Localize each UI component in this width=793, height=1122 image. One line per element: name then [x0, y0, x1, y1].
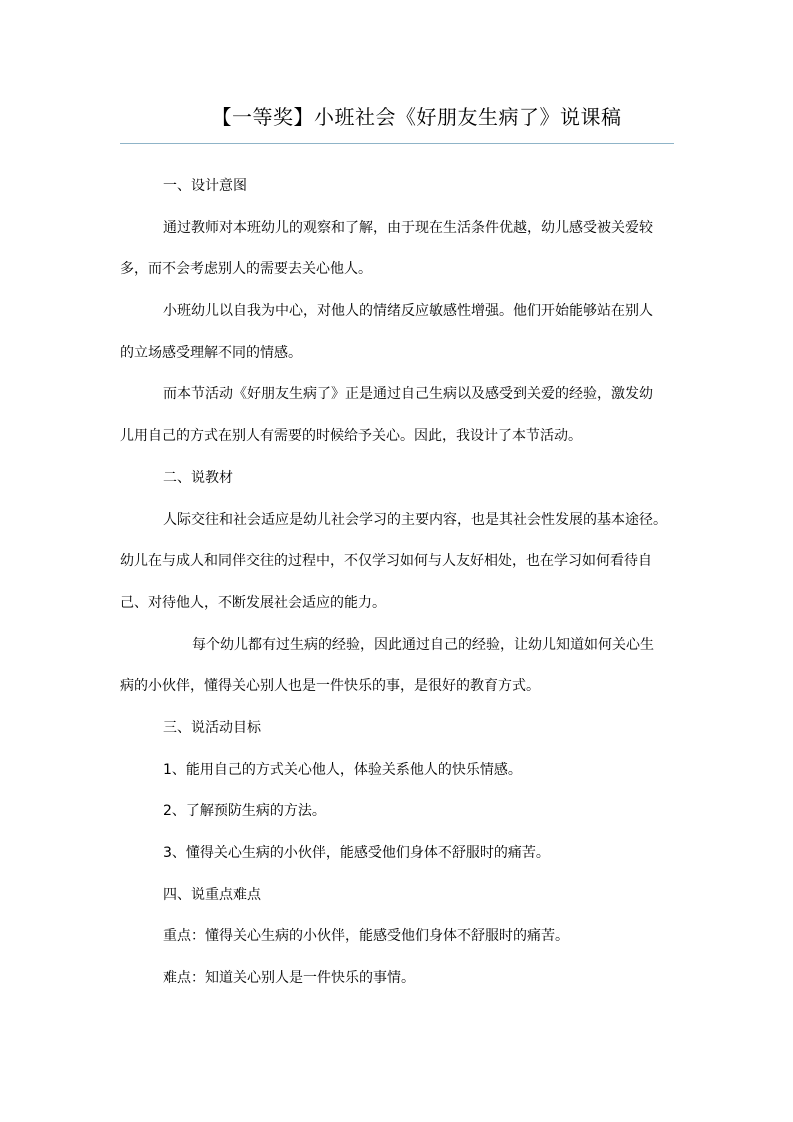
list-item: 3、懂得关心生病的小伙伴，能感受他们身体不舒服时的痛苦。 — [163, 845, 550, 861]
document-title — [0, 104, 793, 130]
section-heading-key-points: 四、说重点难点 — [163, 886, 261, 903]
list-item: 1、能用自己的方式关心他人，体验关系他人的快乐情感。 — [163, 761, 522, 778]
paragraph-line: 多，而不会考虑别人的需要去关心他人。 — [120, 261, 372, 278]
paragraph-line: 小班幼儿以自我为中心，对他人的情绪反应敏感性增强。他们开始能够站在别人 — [163, 303, 653, 320]
paragraph-line: 儿用自己的方式在别人有需要的时候给予关心。因此，我设计了本节活动。 — [120, 428, 582, 445]
paragraph-line: 幼儿在与成人和同伴交往的过程中，不仅学习如何与人友好相处，也在学习如何看待自 — [120, 553, 652, 570]
key-point-line: 重点：懂得关心生病的小伙伴，能感受他们身体不舒服时的痛苦。 — [163, 928, 569, 945]
paragraph-line: 的立场感受理解不同的情感。 — [120, 344, 302, 361]
section-heading-goals: 三、说活动目标 — [163, 719, 261, 736]
paragraph-line: 人际交往和社会适应是幼儿社会学习的主要内容，也是其社会性发展的基本途径。 — [163, 511, 667, 528]
document-body — [120, 172, 680, 1006]
paragraph-line: 己、对待他人，不断发展社会适应的能力。 — [120, 594, 386, 611]
section-heading-textbook: 二、说教材 — [163, 469, 233, 486]
difficulty-line: 难点：知道关心别人是一件快乐的事情。 — [163, 970, 415, 987]
paragraph-line: 通过教师对本班幼儿的观察和了解，由于现在生活条件优越，幼儿感受被关爱较 — [163, 219, 653, 236]
paragraph-line: 而本节活动《好朋友生病了》正是通过自己生病以及感受到关爱的经验，激发幼 — [163, 386, 653, 403]
document-title-text: 【一等奖】小班社会《好朋友生病了》说课稿 — [211, 105, 622, 129]
title-divider — [120, 143, 674, 144]
section-heading-design-intent: 一、设计意图 — [163, 178, 247, 194]
paragraph-line: 病的小伙伴，懂得关心别人也是一件快乐的事，是很好的教育方式。 — [120, 678, 540, 695]
list-item: 2、了解预防生病的方法。 — [163, 803, 326, 820]
paragraph-line: 每个幼儿都有过生病的经验，因此通过自己的经验，让幼儿知道如何关心生 — [192, 636, 654, 653]
